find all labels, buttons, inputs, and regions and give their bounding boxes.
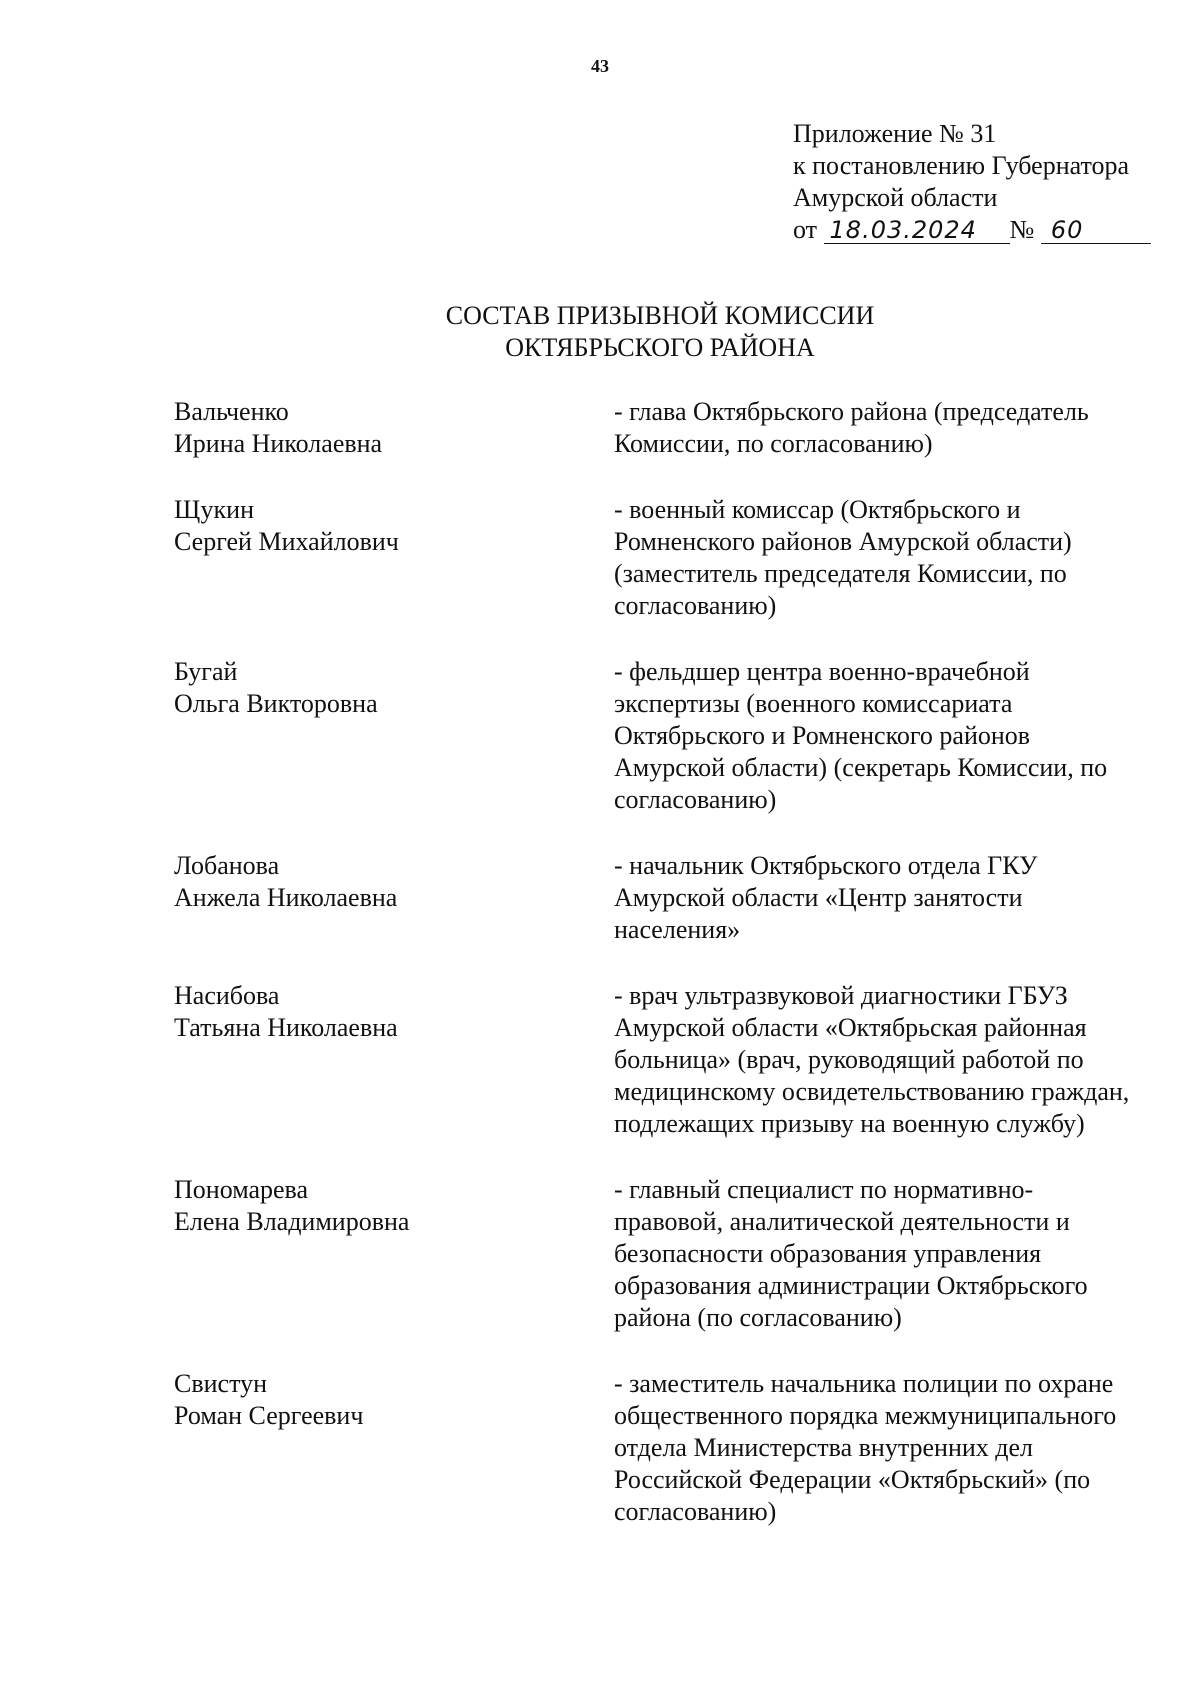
- member-name: [174, 494, 614, 622]
- member-surname: Лобанова: [174, 851, 280, 880]
- member-entry: [174, 656, 1154, 816]
- document-title: [0, 300, 1200, 364]
- number-prefix: №: [1009, 215, 1035, 244]
- page-number: 43: [591, 56, 609, 76]
- member-role: - главный специалист по нормативно-правовой, аналитической деятельности и безопасности образования управления образования администрации Октябрьского района (по согласованию): [614, 1175, 1088, 1332]
- annex-header: [793, 118, 1151, 246]
- member-surname: Бугай: [174, 657, 238, 686]
- member-given-names: Елена Владимировна: [174, 1207, 410, 1236]
- member-role: - начальник Октябрьского отдела ГКУ Амурской области «Центр занятости населения»: [614, 851, 1038, 944]
- member-name: [174, 1174, 614, 1334]
- title-line-2: ОКТЯБРЬСКОГО РАЙОНА: [505, 333, 815, 362]
- member-entry: [174, 396, 1154, 460]
- member-given-names: Ольга Викторовна: [174, 689, 378, 718]
- member-surname: Пономарева: [174, 1175, 309, 1204]
- member-role: - врач ультразвуковой диагностики ГБУЗ Амурской области «Октябрьская районная больница» (врач, руководящий работой по медицинскому освидетельствованию граждан, подлежащих призыву на военную службу): [614, 981, 1130, 1138]
- date-prefix: от: [793, 215, 818, 244]
- member-given-names: Сергей Михайлович: [174, 527, 399, 556]
- member-given-names: Ирина Николаевна: [174, 429, 383, 458]
- member-name: [174, 850, 614, 946]
- members-list: [174, 396, 1154, 1562]
- member-surname: Щукин: [174, 495, 255, 524]
- member-role: - заместитель начальника полиции по охране общественного порядка межмуниципального отдела Министерства внутренних дел Российской Федерации «Октябрьский» (по согласованию): [614, 1369, 1117, 1526]
- member-name: [174, 396, 614, 460]
- member-name: [174, 1368, 614, 1528]
- member-surname: Свистун: [174, 1369, 268, 1398]
- member-entry: [174, 980, 1154, 1140]
- member-entry: [174, 1174, 1154, 1334]
- annex-date-line: [793, 214, 1151, 246]
- member-role: - военный комиссар (Октябрьского и Ромненского районов Амурской области) (заместитель председателя Комиссии, по согласованию): [614, 495, 1072, 620]
- member-given-names: Татьяна Николаевна: [174, 1013, 398, 1042]
- member-entry: [174, 1368, 1154, 1528]
- member-given-names: Роман Сергеевич: [174, 1401, 364, 1430]
- member-name: [174, 980, 614, 1140]
- handwritten-number: 60: [1041, 217, 1151, 244]
- annex-reference: к постановлению Губернатора: [793, 151, 1130, 180]
- annex-region: Амурской области: [793, 183, 998, 212]
- member-role: - фельдшер центра военно-врачебной экспертизы (военного комиссариата Октябрьского и Ромненского районов Амурской области) (секретарь Комиссии, по согласованию): [614, 657, 1108, 814]
- member-role: - глава Октябрьского района (председатель Комиссии, по согласованию): [614, 397, 1089, 458]
- member-name: [174, 656, 614, 816]
- member-surname: Насибова: [174, 981, 280, 1010]
- title-line-1: СОСТАВ ПРИЗЫВНОЙ КОМИССИИ: [445, 301, 875, 330]
- member-given-names: Анжела Николаевна: [174, 883, 398, 912]
- member-entry: [174, 494, 1154, 622]
- handwritten-date: 18.03.2024: [824, 217, 1010, 244]
- annex-title: Приложение № 31: [793, 119, 997, 148]
- member-entry: [174, 850, 1154, 946]
- member-surname: Вальченко: [174, 397, 289, 426]
